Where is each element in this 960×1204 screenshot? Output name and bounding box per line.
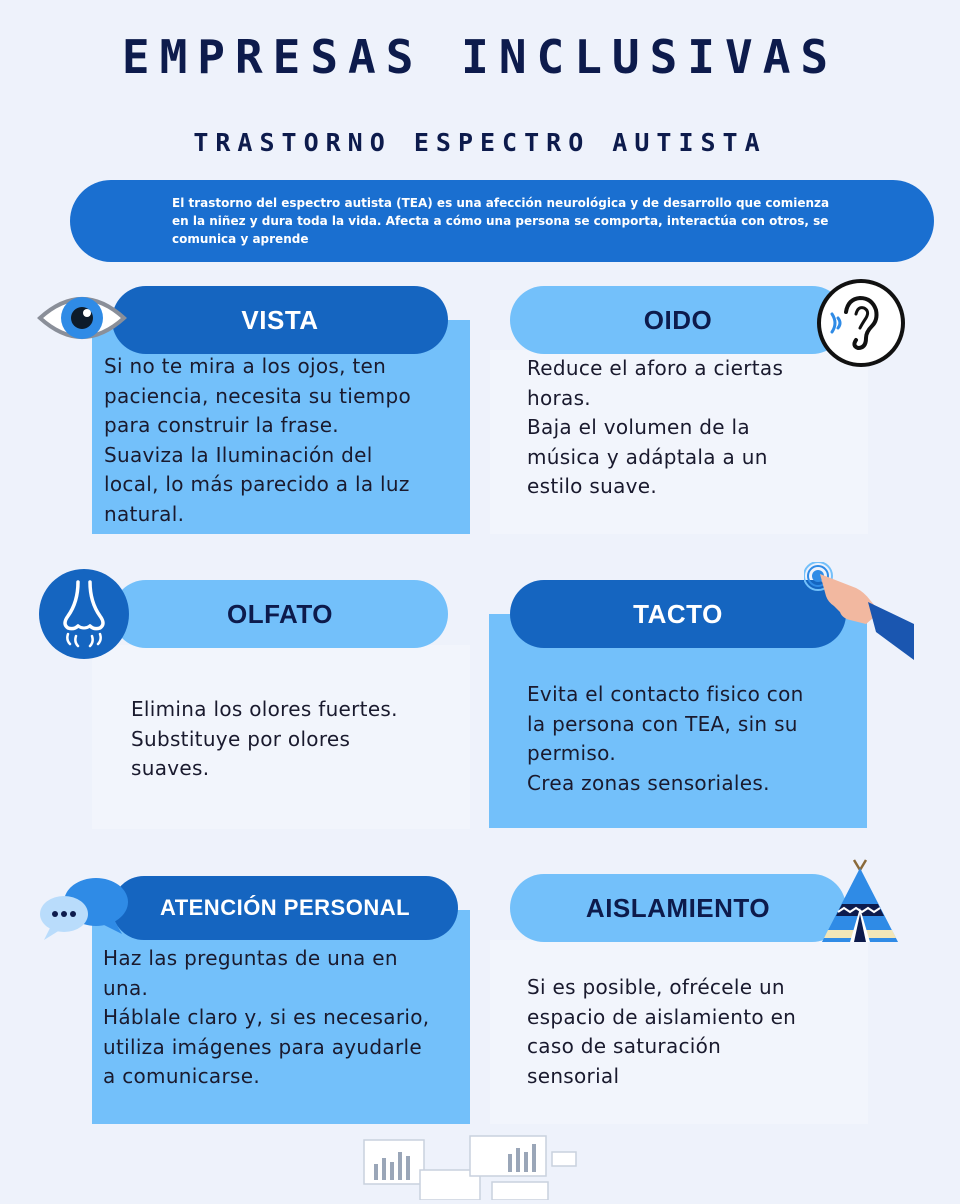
vista-line: Suaviza la Iluminación del — [104, 442, 373, 467]
aislamiento-title: AISLAMIENTO — [585, 892, 771, 923]
intro-banner — [70, 180, 934, 262]
olfato-line: Elimina los olores fuertes. — [131, 697, 398, 721]
teepee-icon — [818, 858, 902, 946]
intro-text: El trastorno del espectro autista (TEA) es una afección neurológica y de desarrollo que comienza en la niñez y dura toda la vida. Afecta a cómo una persona se comporta, interactúa con otros, se comunica y aprende — [172, 196, 830, 246]
tacto-line: Evita el contacto fisico con — [527, 682, 804, 706]
oido-line: Baja el volumen de la — [527, 415, 750, 439]
oido-line: estilo suave. — [527, 474, 658, 498]
olfato-line: Substituye por olores — [131, 726, 351, 751]
tacto-line: la persona con TEA, sin su — [527, 711, 798, 736]
page-title: EMPRESAS INCLUSIVAS — [121, 30, 839, 84]
oido-title: OIDO — [643, 304, 713, 335]
vista-header — [112, 286, 448, 354]
atencion-line: utiliza imágenes para ayudarle — [103, 1034, 422, 1059]
olfato-line: suaves. — [131, 756, 210, 780]
tacto-line: permiso. — [527, 741, 616, 765]
oido-line: horas. — [527, 385, 591, 410]
charts-illustration — [360, 1132, 580, 1200]
vista-line: natural. — [104, 501, 185, 526]
tacto-title: TACTO — [633, 598, 723, 629]
aislamiento-line: Si es posible, ofrécele un — [527, 975, 785, 999]
tacto-header — [510, 580, 846, 648]
olfato-title: OLFATO — [226, 598, 334, 629]
aislamiento-line: espacio de aislamiento en — [527, 1004, 797, 1029]
vista-line: Si no te mira a los ojos, ten — [104, 354, 387, 378]
vista-title: VISTA — [241, 304, 319, 335]
oido-header — [510, 286, 846, 354]
hand-touch-icon — [804, 562, 916, 662]
ear-icon — [816, 278, 906, 368]
atencion-line: Haz las preguntas de una en — [103, 946, 398, 970]
oido-line: Reduce el aforo a ciertas — [527, 356, 784, 380]
eye-icon — [36, 286, 128, 350]
atencion-header — [112, 876, 458, 940]
atencion-line: una. — [103, 975, 149, 1000]
vista-line: local, lo más parecido a la luz — [104, 472, 410, 496]
atencion-card — [92, 910, 470, 1124]
aislamiento-line: caso de saturación — [527, 1034, 722, 1058]
oido-card — [490, 350, 868, 534]
olfato-card — [92, 645, 470, 829]
aislamiento-card — [490, 940, 868, 1124]
atencion-line: a comunicarse. — [103, 1064, 260, 1088]
chat-bubbles-icon — [36, 872, 132, 942]
olfato-header — [112, 580, 448, 648]
atencion-line: Háblale claro y, si es necesario, — [103, 1005, 430, 1029]
page-subtitle: TRASTORNO ESPECTRO AUTISTA — [193, 128, 767, 157]
oido-line: música y adáptala a un — [527, 444, 768, 469]
vista-line: paciencia, necesita su tiempo — [104, 383, 411, 408]
tacto-line: Crea zonas sensoriales. — [527, 770, 770, 795]
nose-icon — [38, 568, 130, 660]
atencion-title: ATENCIÓN PERSONAL — [159, 895, 411, 920]
aislamiento-line: sensorial — [527, 1063, 620, 1088]
aislamiento-header — [510, 874, 846, 942]
vista-line: para construir la frase. — [104, 413, 339, 437]
